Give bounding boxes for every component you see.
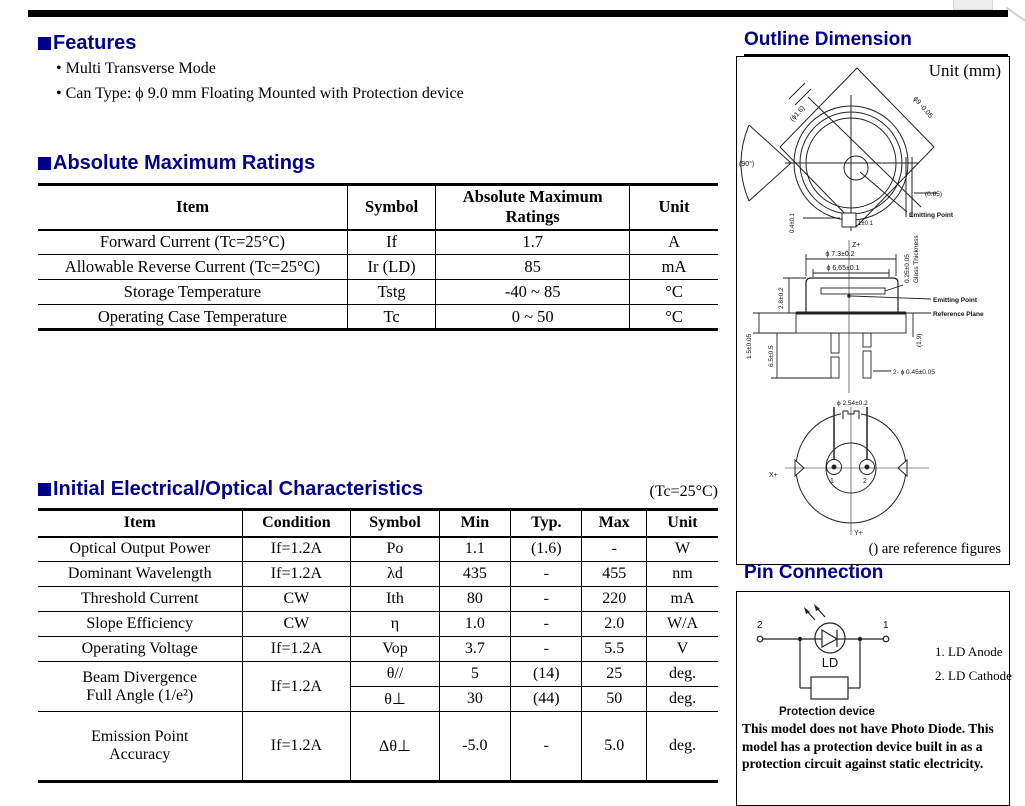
cell-max: 220 <box>582 587 647 612</box>
cell-typ: (44) <box>511 687 582 712</box>
cell-typ: - <box>511 712 582 782</box>
dim-label-cap-diameter: ϕ 7.3±0.2 <box>825 251 855 258</box>
cell-condition: CW <box>242 587 351 612</box>
cell-item: Storage Temperature <box>38 280 347 305</box>
cell-unit: deg. <box>647 712 718 782</box>
cell-min: 30 <box>439 687 510 712</box>
pin-connection-box <box>736 591 1010 806</box>
cell-typ: - <box>511 562 582 587</box>
axis-label-y: Y+ <box>854 530 863 537</box>
abs-max-title: Absolute Maximum Ratings <box>53 152 316 174</box>
axis-label-z: Z+ <box>852 242 861 249</box>
condition-note: (Tc=25°C) <box>649 483 718 500</box>
cell-symbol: λd <box>351 562 439 587</box>
table-row-beam-parallel <box>38 662 718 687</box>
cell-max: 5.5 <box>582 637 647 662</box>
dim-label-can-diameter: ϕ9 -0.05 <box>911 95 934 120</box>
cell-symbol: Ir (LD) <box>347 255 435 280</box>
cell-item: Allowable Reverse Current (Tc=25°C) <box>38 255 347 280</box>
characteristics-heading-row <box>38 478 718 501</box>
dim-label-glass-thickness: 0.25±0.05 <box>904 254 911 283</box>
pin-number-1: 1 <box>830 478 834 485</box>
cell-symbol: θ⊥ <box>351 687 439 712</box>
glass-thickness-caption: Glass Thickness <box>913 235 920 283</box>
cell-symbol: If <box>347 230 435 255</box>
emitting-point-mark <box>848 295 851 298</box>
emission-item-line1: Emission Point <box>91 728 189 745</box>
cell-typ: - <box>511 587 582 612</box>
cell-symbol: Tc <box>347 305 435 330</box>
table-row <box>38 230 718 255</box>
cell-rating: 85 <box>436 255 630 280</box>
cell-condition: If=1.2A <box>242 712 351 782</box>
cell-min: 1.1 <box>439 537 510 562</box>
dim-label-lens-diameter: (ϕ1.6) <box>789 104 807 124</box>
dim-label-tab-height: 0.4±0.1 <box>790 213 796 233</box>
table-row <box>38 537 718 562</box>
table-row <box>38 637 718 662</box>
features-list <box>56 60 464 110</box>
ld-label: LD <box>821 655 839 670</box>
cell-symbol: Δθ⊥ <box>351 712 439 782</box>
cell-max: 5.0 <box>582 712 647 782</box>
page-corner-fold <box>1006 7 1025 24</box>
cell-item: Slope Efficiency <box>38 612 242 637</box>
abs-max-heading <box>38 152 315 175</box>
can-top-view-lines <box>741 68 937 231</box>
terminal-1 <box>883 636 889 642</box>
pin-connection-title: Pin Connection <box>744 562 884 583</box>
cell-item: Threshold Current <box>38 587 242 612</box>
pin-2-label: 2 <box>757 620 763 631</box>
column-header-symbol: Symbol <box>347 185 435 230</box>
pin-lead <box>863 333 871 347</box>
flange <box>796 313 906 333</box>
angle-wedge <box>749 125 791 201</box>
emitting-point-label: Emitting Point <box>909 212 954 219</box>
reference-figures-note: () are reference figures <box>868 541 1001 557</box>
table-header-row <box>38 510 718 537</box>
diode-triangle <box>822 630 837 647</box>
table-row <box>38 587 718 612</box>
dim-label-pin-length: 6.5±0.5 <box>768 345 775 367</box>
square-bullet-icon <box>38 483 51 496</box>
legend-ld-anode: 1. LD Anode <box>935 644 1003 659</box>
table-row <box>38 562 718 587</box>
dim-label-offset: (0.65) <box>925 191 942 198</box>
column-header-unit: Unit <box>647 510 718 537</box>
dim-label-pin-pitch: ϕ 2.54±0.2 <box>837 400 868 407</box>
beam-item-line1: Beam Divergence <box>82 668 198 686</box>
cell-symbol: Ith <box>351 587 439 612</box>
cell-item: Operating Case Temperature <box>38 305 347 330</box>
cell-min: 435 <box>439 562 510 587</box>
cell-condition: If=1.2A <box>242 637 351 662</box>
cell-unit: deg. <box>647 662 718 687</box>
cell-unit: mA <box>647 587 718 612</box>
table-row <box>38 255 718 280</box>
pin-lead <box>863 351 871 378</box>
square-bullet-icon <box>38 157 51 170</box>
absolute-maximum-ratings-table <box>38 183 718 331</box>
cell-symbol: θ// <box>351 662 439 687</box>
feature-item: • Multi Transverse Mode <box>56 60 464 78</box>
cell-typ: (1.6) <box>511 537 582 562</box>
pin-1-label: 1 <box>883 620 889 631</box>
cell-condition: If=1.2A <box>242 562 351 587</box>
page-corner-tab <box>953 0 993 10</box>
table-row <box>38 305 718 330</box>
cell-item: Optical Output Power <box>38 537 242 562</box>
table-row <box>38 612 718 637</box>
cell-rating: 1.7 <box>436 230 630 255</box>
characteristics-heading <box>38 478 423 501</box>
axis-label-x: X+ <box>769 472 778 479</box>
cell-max: 455 <box>582 562 647 587</box>
outline-top-view-diagram <box>737 65 1009 235</box>
column-header-max: Max <box>582 510 647 537</box>
cell-max: 25 <box>582 662 647 687</box>
emitting-point-label: Emitting Point <box>933 297 978 304</box>
cell-item-beam <box>38 662 242 712</box>
cell-unit: deg. <box>647 687 718 712</box>
features-title: Features <box>53 32 137 54</box>
cell-unit: nm <box>647 562 718 587</box>
unit-label: Unit (mm) <box>928 61 1001 80</box>
column-header-item: Item <box>38 510 242 537</box>
dim-label-flange-thickness: 1.5±0.05 <box>746 333 753 359</box>
cell-min: 5 <box>439 662 510 687</box>
outline-title: Outline Dimension <box>744 29 912 50</box>
table-header-row <box>38 185 718 230</box>
pin-lead <box>831 357 839 378</box>
column-header-min: Min <box>439 510 510 537</box>
cell-unit: °C <box>630 280 718 305</box>
cell-symbol: η <box>351 612 439 637</box>
cell-unit: mA <box>630 255 718 280</box>
pin-number-2: 2 <box>863 478 867 485</box>
characteristics-title: Initial Electrical/Optical Characteristics <box>53 478 424 500</box>
column-header-typ: Typ. <box>511 510 582 537</box>
cell-max: - <box>582 537 647 562</box>
protection-device-label: Protection device <box>779 706 875 718</box>
column-header-rating: Absolute Maximum Ratings <box>436 185 630 230</box>
cell-condition: If=1.2A <box>242 662 351 712</box>
laser-diode-circle <box>815 623 845 653</box>
cell-item: Operating Voltage <box>38 637 242 662</box>
beam-item-line2: Full Angle (1/e²) <box>86 686 194 704</box>
table-row-emission <box>38 712 718 782</box>
cell-min: 1.0 <box>439 612 510 637</box>
cell-symbol: Po <box>351 537 439 562</box>
dim-label-window-diameter: ϕ 6.65±0.1 <box>826 265 860 272</box>
features-heading <box>38 32 136 55</box>
cell-typ: - <box>511 637 582 662</box>
index-tab <box>842 213 856 227</box>
column-header-item: Item <box>38 185 347 230</box>
cell-rating: 0 ~ 50 <box>436 305 630 330</box>
outline-bottom-view-diagram <box>737 397 1009 542</box>
column-header-symbol: Symbol <box>351 510 439 537</box>
dim-label-pin-diameter: 2- ϕ 0.45±0.05 <box>893 369 935 376</box>
reference-plane-label: Reference Plane <box>933 311 984 318</box>
outline-side-view-diagram <box>737 235 1009 397</box>
cell-unit: °C <box>630 305 718 330</box>
protection-device-box <box>811 677 848 699</box>
cell-unit: V <box>647 637 718 662</box>
top-rule-bar <box>28 10 1008 17</box>
cell-min: -5.0 <box>439 712 510 782</box>
outline-dimension-box <box>736 56 1010 565</box>
cell-typ: (14) <box>511 662 582 687</box>
cap-outline <box>806 278 898 313</box>
cell-rating: -40 ~ 85 <box>436 280 630 305</box>
cell-item: Dominant Wavelength <box>38 562 242 587</box>
cell-symbol: Vop <box>351 637 439 662</box>
can-bottom-view-lines <box>785 405 929 535</box>
terminal-2 <box>757 636 763 642</box>
cell-max: 2.0 <box>582 612 647 637</box>
cell-typ: - <box>511 612 582 637</box>
circuit-lines <box>757 604 889 699</box>
feature-item: • Can Type: ϕ 9.0 mm Floating Mounted with Protection device <box>56 85 464 103</box>
glass-window <box>821 288 885 294</box>
pin-connection-circuit-diagram <box>743 604 933 720</box>
column-header-condition: Condition <box>242 510 351 537</box>
cell-item-emission <box>38 712 242 782</box>
legend-ld-cathode: 2. LD Cathode <box>935 668 1012 683</box>
square-bullet-icon <box>38 37 51 50</box>
emission-item-line2: Accuracy <box>109 746 171 763</box>
dim-label-ref-depth: (1.9) <box>916 333 923 347</box>
dim-label-tab-width: 1±0.1 <box>858 221 873 227</box>
cell-min: 80 <box>439 587 510 612</box>
outline-dimension-heading <box>744 29 1008 56</box>
dim-label-angle: (90°) <box>739 161 755 168</box>
cell-min: 3.7 <box>439 637 510 662</box>
photo-diode-note: This model does not have Photo Diode. This model has a protection device built in as a protection circuit against static electricity. <box>742 721 994 771</box>
pin-lead <box>831 333 839 353</box>
cell-symbol: Tstg <box>347 280 435 305</box>
table-row <box>38 280 718 305</box>
cell-unit: W <box>647 537 718 562</box>
cell-item: Forward Current (Tc=25°C) <box>38 230 347 255</box>
pin-connection-heading <box>744 562 883 584</box>
cell-condition: If=1.2A <box>242 537 351 562</box>
cell-max: 50 <box>582 687 647 712</box>
cell-unit: W/A <box>647 612 718 637</box>
cell-unit: A <box>630 230 718 255</box>
column-header-unit: Unit <box>630 185 718 230</box>
cell-condition: CW <box>242 612 351 637</box>
dim-label-cap-height: 2.8±0.2 <box>778 287 785 309</box>
characteristics-table <box>38 508 718 783</box>
